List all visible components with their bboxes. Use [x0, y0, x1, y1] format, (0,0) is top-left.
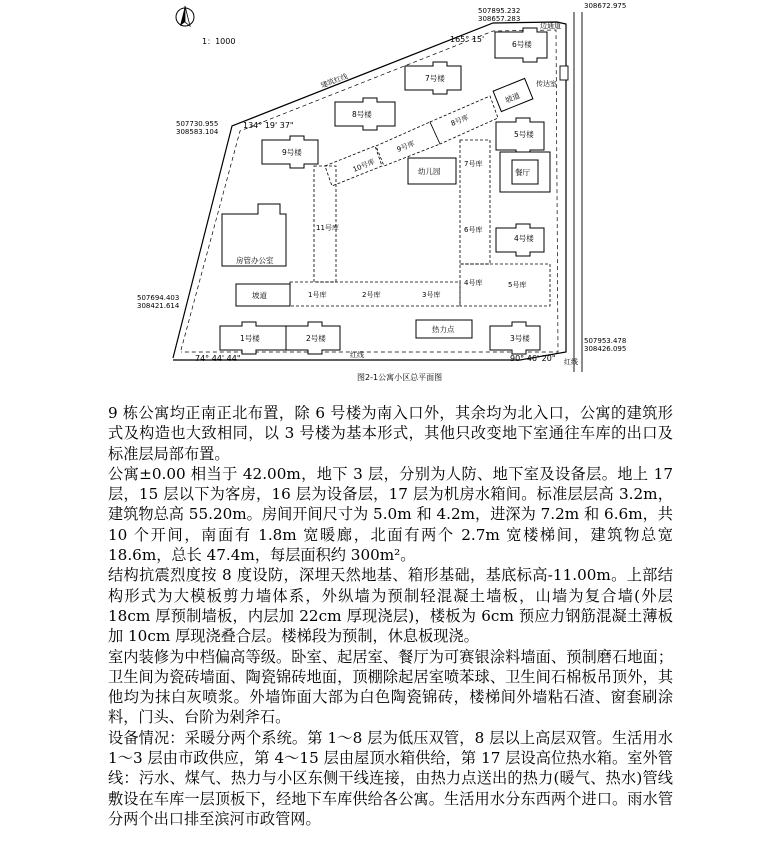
road-gate-label: 边通道	[540, 22, 561, 30]
angle-bottom-right: 90° 46' 20"	[510, 354, 556, 363]
north-arrow-icon	[176, 6, 194, 26]
coord-mid-left-b: 308421.614	[137, 302, 180, 310]
building-6-label: 6号楼	[512, 40, 532, 49]
paragraph: 设备情况：采暖分两个系统。第 1～8 层为低压双管，8 层以上高层双管。生活用水 1～3 层由市政供应，第 4～15 层由屋顶水箱供给，第 17 层设高位热水箱。室外管线：污水、煤气、热力与小区东侧干线连接，由热力点送出的热力(暖气、热水)管线敷设在车库一层顶板下，经地下车库供给各公寓。生活用水分东西两个进口。雨水管分两个出口排至滨河市政管网。	[108, 728, 673, 828]
paragraph: 公寓±0.00 相当于 42.00m，地下 3 层，分别为人防、地下室及设备层。地上 17 层，15 层以下为客房，16 层为设备层，17 层为机房水箱间。标准层层高 3.2m，建筑物总高 55.20m。房间开间尺寸为 5.0m 和 4.2m，进深为 7.2m 和 6.6m，共 10 个开间，南面有 1.8m 宽暖廊，北面有两个 2.7m 宽楼梯间，建筑物总宽 18.6m，总长 47.4m，每层面积约 300m²。	[108, 464, 673, 565]
ramp-left-label: 坡道	[252, 291, 267, 300]
red-line-right-label: 红线	[564, 358, 578, 366]
angle-left: 134° 19' 37"	[243, 121, 294, 130]
coord-top-right2: 308672.975	[584, 2, 627, 10]
building-5-label: 5号楼	[514, 130, 534, 139]
coord-bottom-right-b: 308426.095	[584, 345, 627, 353]
building-9-label: 9号楼	[282, 148, 302, 157]
building-8-label: 8号楼	[352, 110, 372, 119]
building-4-label: 4号楼	[514, 234, 534, 243]
east-road	[560, 12, 582, 372]
scale-label: 1：1000	[202, 37, 236, 46]
plan-caption: 图2-1公寓小区总平面图	[357, 373, 443, 382]
garage-1-label: 1号库	[308, 291, 327, 299]
canteen-label: 餐厅	[515, 168, 530, 177]
coord-bottom-right-a: 507953.478	[584, 337, 627, 345]
garage-3-label: 3号库	[422, 291, 441, 299]
buildings	[220, 28, 550, 354]
paragraph: 结构抗震烈度按 8 度设防，深埋天然地基、箱形基础，基底标高-11.00m。上部结构形式为大模板剪力墙体系，外纵墙为预制轻混凝土墙板，山墙为复合墙(外层 18cm 厚预制墙板，内层加 22cm 厚现浇层)，楼板为 6cm 预应力钢筋混凝土薄板加 10cm 厚现浇叠合层。楼梯段为预制，休息板现浇。	[108, 566, 673, 646]
paragraph: 9 栋公寓均正南正北布置，除 6 号楼为南入口外，其余均为北入口，公寓的建筑形式及构造也大致相同，以 3 号楼为基本形式，其他只改变地下室通往车库的出口及标准层局部布置。	[108, 404, 673, 463]
ramp-top-label: 坡道	[503, 90, 522, 105]
building-7-label: 7号楼	[425, 74, 445, 83]
angle-bottom-left: 74° 44' 44"	[195, 354, 241, 363]
garage-4-label: 4号库	[464, 279, 483, 287]
office-label: 房管办公室	[236, 256, 274, 265]
coord-top-right1-b: 308657.283	[478, 15, 521, 23]
site-plan-drawing	[0, 0, 778, 400]
garage-11-label: 11号库	[316, 224, 339, 232]
coord-top-left-a: 507730.955	[176, 120, 219, 128]
garage-6-label: 6号库	[464, 226, 483, 234]
garage-7-label: 7号库	[464, 160, 483, 168]
coord-top-right1-a: 507895.232	[478, 7, 521, 15]
angle-top: 165° 15'	[450, 35, 485, 44]
coord-mid-left-a: 507694.403	[137, 294, 180, 302]
red-line-bottom-label: 红线	[350, 351, 364, 359]
guard-label: 传达室	[536, 80, 557, 88]
description-text	[108, 403, 673, 829]
garage-2-label: 2号库	[362, 291, 381, 299]
coord-top-left-b: 308583.104	[176, 128, 219, 136]
garage-9-label: 9号库	[395, 139, 416, 154]
building-2-label: 2号楼	[306, 334, 326, 343]
garage-10-label: 10号库	[351, 157, 377, 174]
paragraph: 室内装修为中档偏高等级。卧室、起居室、餐厅为可赛银涂料墙面、预制磨石地面；卫生间为瓷砖墙面、陶瓷锦砖地面，顶棚除起居室喷苯球、卫生间石棉板吊顶外，其他均为抹白灰喷浆。外墙饰面大部为白色陶瓷锦砖，楼梯间外墙粘石渣、窗套刷涂料，门头、台阶为剁斧石。	[108, 647, 673, 727]
red-line-top-label: 建筑红线	[319, 72, 349, 90]
heat-station-label: 热力点	[432, 325, 455, 334]
garage-8-label: 8号库	[449, 113, 470, 128]
kindergarten-label: 幼儿园	[418, 167, 441, 176]
building-1-label: 1号楼	[240, 334, 260, 343]
building-3-label: 3号楼	[510, 334, 530, 343]
garage-5-label: 5号库	[508, 281, 527, 289]
